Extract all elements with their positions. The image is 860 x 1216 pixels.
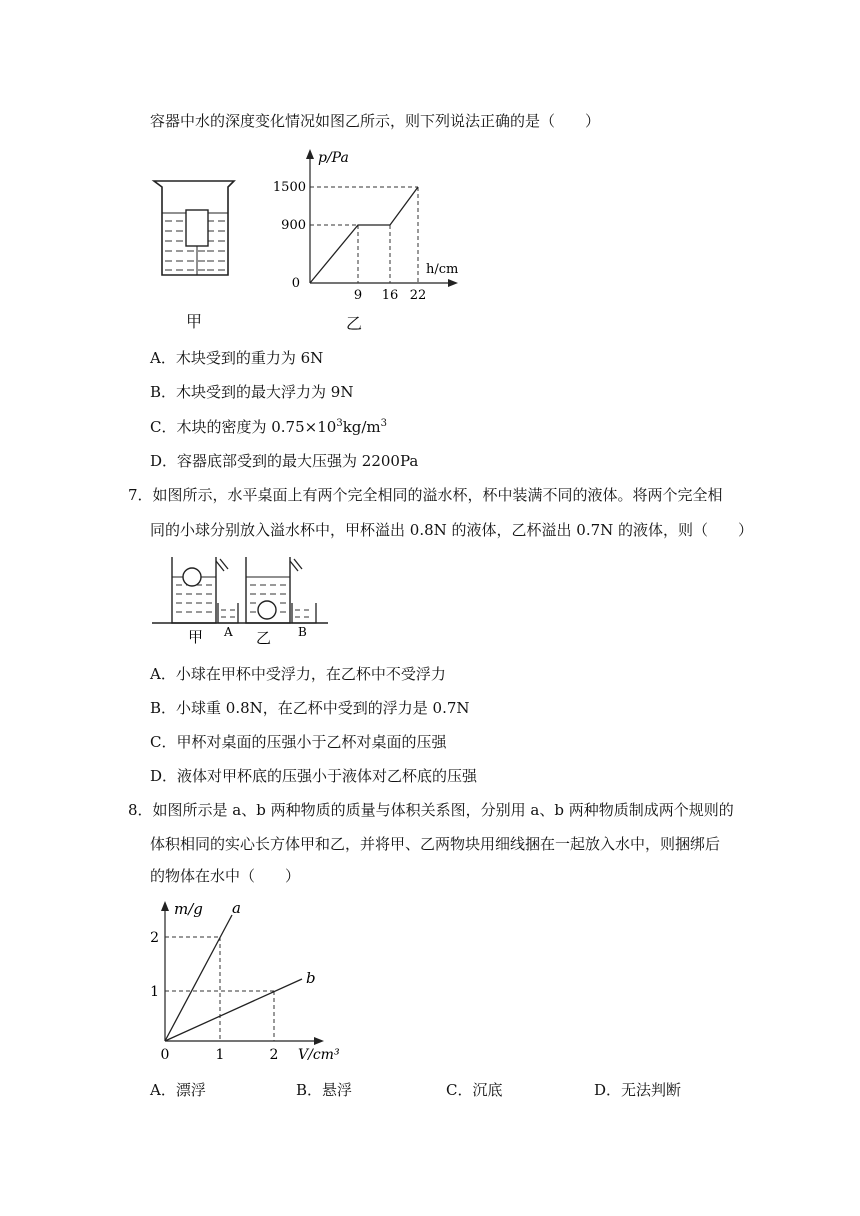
- q6-x-tick: 22: [409, 288, 427, 303]
- q7-fig-label-yi: 乙: [256, 629, 272, 647]
- q6-option-b: B．木块受到的最大浮力为 9N: [150, 383, 354, 401]
- q8-y-tick: 1: [150, 984, 159, 1000]
- q8-y-tick: 2: [150, 930, 159, 946]
- q8-line-a-label: a: [232, 899, 241, 917]
- q6-graph: [270, 145, 470, 305]
- q8-origin-label: 0: [160, 1047, 170, 1063]
- q7-option-a: A．小球在甲杯中受浮力，在乙杯中不受浮力: [150, 665, 446, 683]
- q6-option-d: D．容器底部受到的最大压强为 2200Pa: [150, 452, 419, 470]
- q8-graph: [140, 895, 360, 1065]
- q7-fig-label-jia: 甲: [188, 628, 204, 646]
- q6-stem-tail: 容器中水的深度变化情况如图乙所示，则下列说法正确的是（ ）: [150, 112, 601, 130]
- q7-stem-line1: 7．如图所示，水平桌面上有两个完全相同的溢水杯，杯中装满不同的液体。将两个完全相: [128, 486, 723, 504]
- q6-fig-yi-label: 乙: [346, 314, 363, 333]
- q7-fig-label-a: A: [224, 625, 233, 639]
- q6-x-tick: 16: [381, 288, 399, 303]
- q8-y-axis-label: m/g: [174, 900, 203, 918]
- q8-line-b-label: b: [306, 969, 316, 987]
- q7-fig-label-b: B: [298, 625, 307, 639]
- q7-fig-overflow-cups: [150, 553, 330, 647]
- q6-y-axis-label: p/Pa: [318, 150, 349, 166]
- q6-fig-jia: [150, 175, 245, 280]
- q6-option-a: A．木块受到的重力为 6N: [150, 349, 324, 367]
- q6-y-tick: 1500: [272, 180, 306, 195]
- q6-fig-jia-label: 甲: [186, 312, 203, 331]
- q8-x-tick: 1: [215, 1047, 225, 1063]
- q8-option-a: A．漂浮: [150, 1081, 206, 1099]
- q8-x-tick: 2: [269, 1047, 279, 1063]
- q8-x-axis-label: V/cm³: [298, 1047, 340, 1063]
- q7-stem-line2: 同的小球分别放入溢水杯中，甲杯溢出 0.8N 的液体，乙杯溢出 0.7N 的液体，则（ ）: [150, 521, 754, 539]
- q6-x-tick: 9: [353, 288, 363, 303]
- q6-y-tick: 0: [291, 276, 300, 291]
- q8-option-c: C．沉底: [446, 1081, 503, 1099]
- q6-x-axis-label: h/cm: [426, 262, 459, 277]
- q8-option-b: B．悬浮: [296, 1081, 353, 1099]
- q7-option-d: D．液体对甲杯底的压强小于液体对乙杯底的压强: [150, 767, 478, 785]
- q8-stem-line2: 体积相同的实心长方体甲和乙，并将甲、乙两物块用细线捆在一起放入水中，则捆绑后: [150, 835, 721, 853]
- q6-option-c: C．木块的密度为 $0.75\times 10^3kg/m^3$: [150, 418, 388, 436]
- q7-option-b: B．小球重 0.8N，在乙杯中受到的浮力是 0.7N: [150, 699, 470, 717]
- q8-option-d: D．无法判断: [594, 1081, 682, 1099]
- q8-stem-line1: 8．如图所示是 a、b 两种物质的质量与体积关系图，分别用 a、b 两种物质制成两个规则的: [128, 801, 734, 819]
- q6-y-tick: 900: [281, 218, 306, 233]
- q7-option-c: C．甲杯对桌面的压强小于乙杯对桌面的压强: [150, 733, 447, 751]
- q8-stem-line3: 的物体在水中（ ）: [150, 867, 301, 885]
